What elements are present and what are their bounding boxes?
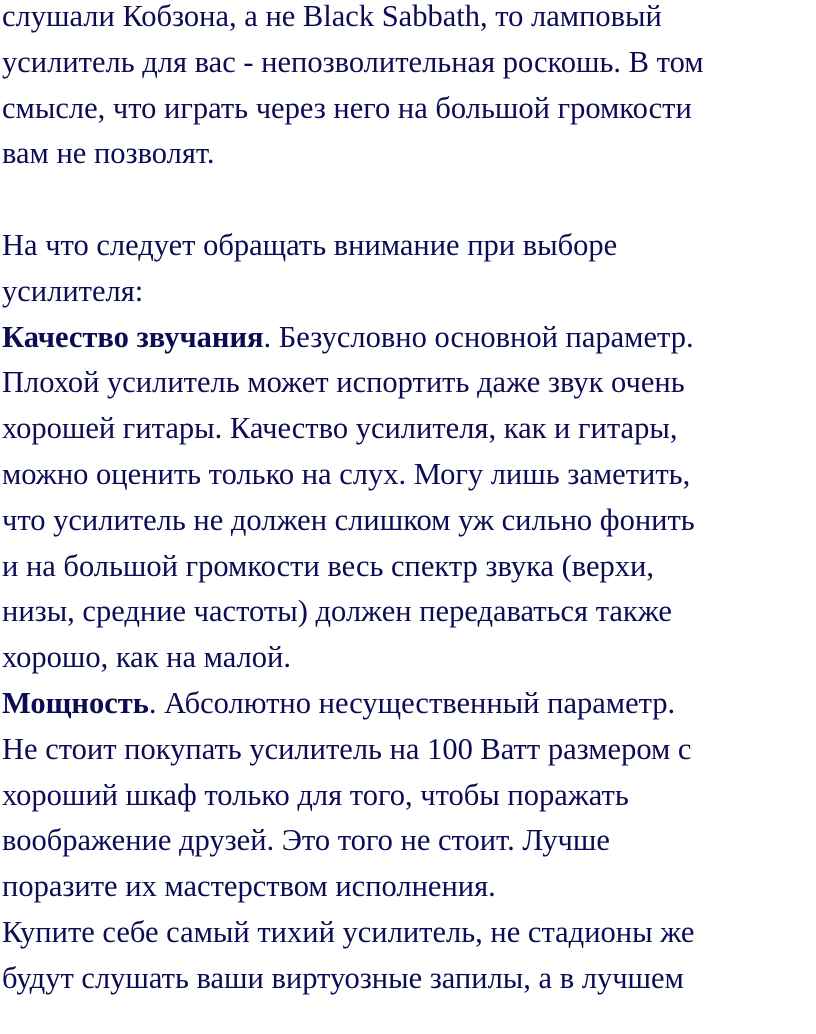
text-line: хороший шкаф только для того, чтобы поражать — [2, 777, 629, 812]
quality-first-line: . Безусловно основной параметр. — [263, 319, 694, 354]
text-line: поразите их мастерством исполнения. — [2, 869, 496, 904]
power-first-line: . Абсолютно несущественный параметр. — [148, 685, 676, 720]
text-line: На что следует обращать внимание при выборе — [2, 227, 618, 262]
power-paragraph — [2, 681, 812, 910]
intro-paragraph — [2, 0, 812, 177]
text-line: смысле, что играть через него на большой громкости — [2, 90, 692, 125]
power-term: Мощность — [2, 685, 149, 720]
quality-paragraph — [2, 315, 812, 681]
text-line: хорошо, как на малой. — [2, 640, 291, 675]
text-line: вам не позволят. — [2, 136, 215, 171]
quality-term: Качество звучания — [2, 319, 264, 354]
text-line — [2, 681, 812, 727]
paragraph-spacer — [2, 177, 812, 223]
text-line: будут слушать ваши виртуозные запилы, а в лучшем — [2, 960, 684, 995]
question-paragraph — [2, 223, 812, 315]
text-line: можно оценить только на слух. Могу лишь заметить, — [2, 456, 691, 491]
text-line: слушали Кобзона, а не Black Sabbath, то ламповый — [2, 0, 662, 33]
text-line: Купите себе самый тихий усилитель, не стадионы же — [2, 914, 695, 949]
text-line: и на большой громкости весь спектр звука (верхи, — [2, 548, 654, 583]
text-line: Не стоит покупать усилитель на 100 Ватт размером с — [2, 731, 692, 766]
text-line: низы, средние частоты) должен передаваться также — [2, 594, 672, 629]
text-line: усилитель для вас - непозволительная роскошь. В том — [2, 44, 704, 79]
text-line — [2, 315, 812, 361]
document-page — [2, 0, 812, 1002]
text-line: что усилитель не должен слишком уж сильно фонить — [2, 502, 695, 537]
text-line: воображение друзей. Это того не стоит. Лучше — [2, 823, 610, 858]
text-line: хорошей гитары. Качество усилителя, как и гитары, — [2, 411, 678, 446]
text-line: Плохой усилитель может испортить даже звук очень — [2, 365, 685, 400]
closing-paragraph — [2, 910, 812, 1002]
text-line: усилителя: — [2, 273, 144, 308]
